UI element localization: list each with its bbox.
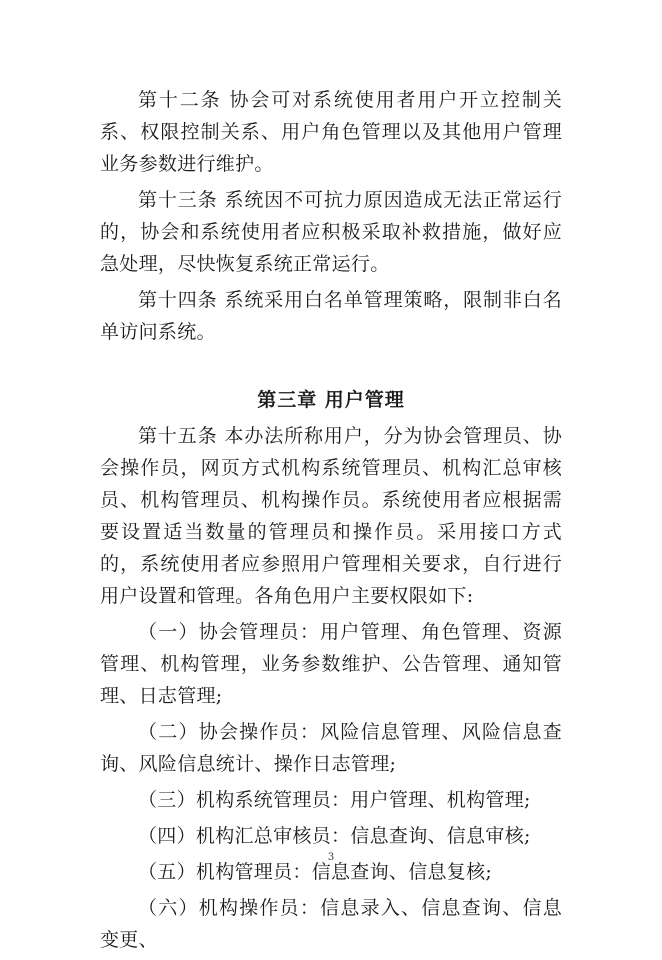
- list-item: （四）机构汇总审核员：信息查询、信息审核;: [138, 825, 531, 847]
- list-item: （六）机构操作员：信息录入、信息查询、信息变更、: [100, 897, 562, 951]
- article-13: 第十三条 系统因不可抗力原因造成无法正常运行的，协会和系统使用者应积极采取补救措施，做好应急处理，尽快恢复系统正常运行。: [100, 189, 562, 275]
- page-number: 3: [327, 852, 335, 863]
- page-content: [100, 84, 562, 960]
- chapter-title: 第三章 用户管理: [257, 389, 405, 411]
- list-item: （二）协会操作员：风险信息管理、风险信息查询、风险信息统计、操作日志管理;: [100, 721, 562, 775]
- list-item: （一）协会管理员：用户管理、角色管理、资源管理、机构管理，业务参数维护、公告管理、通知管理、日志管理;: [100, 621, 562, 707]
- article-15: 第十五条 本办法所称用户，分为协会管理员、协会操作员，网页方式机构系统管理员、机构汇总审核员、机构管理员、机构操作员。系统使用者应根据需要设置适当数量的管理员和操作员。采用接口方式的，系统使用者应参照用户管理相关要求，自行进行用户设置和管理。各角色用户主要权限如下:: [100, 425, 562, 607]
- article-14: 第十四条 系统采用白名单管理策略，限制非白名单访问系统。: [100, 289, 562, 343]
- article-12: 第十二条 协会可对系统使用者用户开立控制关系、权限控制关系、用户角色管理以及其他用户管理业务参数进行维护。: [100, 89, 562, 175]
- list-item: （三）机构系统管理员：用户管理、机构管理;: [138, 789, 531, 811]
- list-item: （五）机构管理员：信息查询、信息复核;: [138, 861, 493, 883]
